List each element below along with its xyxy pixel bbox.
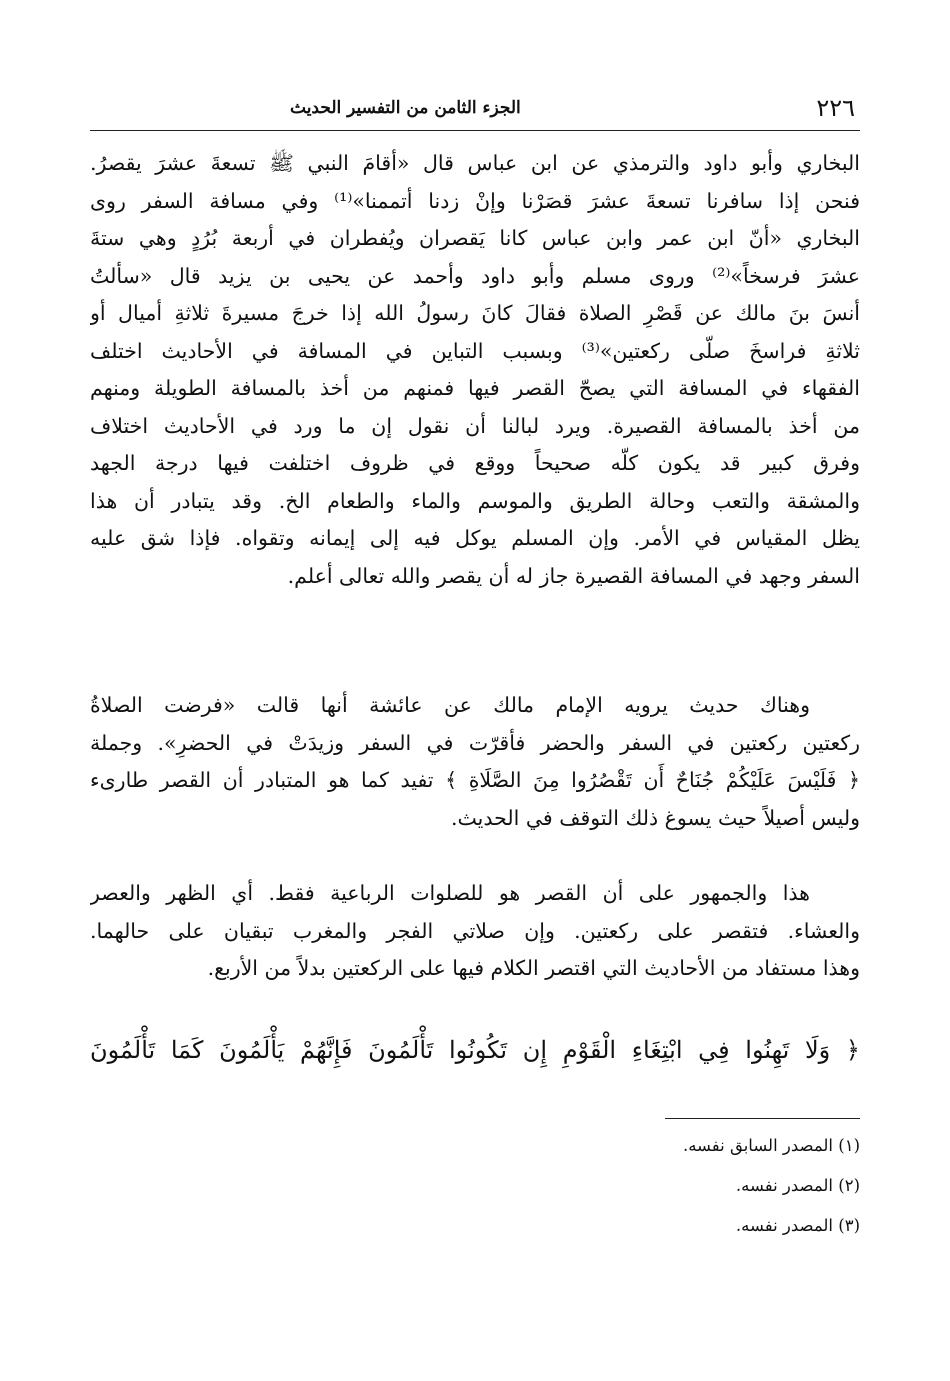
quran-verse: ﴿ وَلَا تَهِنُوا فِي ابْتِغَاءِ الْقَوْمِ إِن تَكُونُوا تَأْلَمُونَ فَإِنَّهُمْ يَأْلَمُونَ كَمَا تَأْلَمُونَ	[90, 1036, 860, 1064]
footnote-rule	[665, 1118, 860, 1119]
text-line: أنسَ بنَ مالك عن قَصْرِ الصلاة فقالَ كانَ رسولُ الله إذا خرجَ مسيرةَ ثلاثةِ أميال أو	[90, 301, 860, 325]
footnotes	[460, 1126, 860, 1246]
paragraph	[90, 145, 860, 595]
text-line: يظل المقياس في الأمر. وإن المسلم يوكل فيه إلى إيمانه وتقواه. فإذا شق عليه	[90, 526, 860, 550]
text-line: البخاري «أنّ ابن عمر وابن عباس كانا يَقصران ويُفطران في أربعة بُرُدٍ وهي ستةَ	[90, 226, 860, 250]
text-line: وليس أصيلاً حيث يسوغ ذلك التوقف في الحديث.	[451, 805, 860, 830]
page-number: ٢٢٦	[816, 94, 855, 122]
text-line: ركعتين ركعتين في السفر والحضر فأقرّت في السفر وزيدَتْ في الحضرِ». وجملة	[90, 730, 860, 755]
text-line: والمشقة والتعب وحالة الطريق والموسم والماء والطعام الخ. وقد يتبادر أن هذا	[90, 488, 860, 513]
running-title: الجزء الثامن من التفسير الحديث	[290, 98, 521, 118]
text-line: عشرَ فرسخاً»⁽²⁾ وروى مسلم وأبو داود وأحمد عن يحيى بن يزيد قال «سألتُ	[90, 263, 860, 288]
text-line: السفر وجهد في المسافة القصيرة جاز له أن يقصر والله تعالى أعلم.	[287, 563, 860, 588]
text-line: هذا والجمهور على أن القصر هو للصلوات الرباعية فقط. أي الظهر والعصر	[90, 881, 810, 905]
header-rule	[90, 130, 860, 131]
text-line: وفرق كبير قد يكون كلّه صحيحاً ووقع في ظروف اختلفت فيها درجة الجهد	[90, 451, 860, 475]
footnote: (٣) المصدر نفسه.	[735, 1216, 860, 1235]
text-line: البخاري وأبو داود والترمذي عن ابن عباس قال «أقامَ النبي ﷺ تسعةَ عشرَ يقصرُ.	[90, 151, 860, 175]
text-line: وهناك حديث يرويه الإمام مالك عن عائشة أنها قالت «فرضت الصلاةُ	[90, 693, 810, 717]
text-line: والعشاء. فتقصر على ركعتين. وإن صلاتي الفجر والمغرب تبقيان على حالهما.	[90, 918, 860, 943]
text-line: فنحن إذا سافرنا تسعةَ عشرَ قصَرْنا وإنْ زدنا أتممنا»⁽¹⁾ وفي مسافة السفر روى	[90, 188, 860, 213]
footnote: (٢) المصدر نفسه.	[735, 1176, 860, 1195]
text-line: الفقهاء في المسافة التي يصحّ القصر فيها فمنهم من أخذ بالمسافة الطويلة ومنهم	[90, 376, 860, 400]
footnote: (١) المصدر السابق نفسه.	[682, 1136, 860, 1155]
text-line: من أخذ بالمسافة القصيرة. ويرد لبالنا أن نقول إن ما ورد في الأحاديث اختلاف	[90, 413, 860, 438]
text-line: ثلاثةِ فراسخَ صلّى ركعتين»⁽³⁾ وبسبب التباين في المسافة في الأحاديث اختلف	[90, 338, 860, 363]
page-header	[90, 90, 860, 128]
text-line: وهذا مستفاد من الأحاديث التي اقتصر الكلام فيها على الركعتين بدلاً من الأربع.	[207, 956, 860, 980]
text-line: ﴿ فَلَيْسَ عَلَيْكُمْ جُنَاحٌ أَن تَقْصُرُوا مِنَ الصَّلَاةِ ﴾ تفيد كما هو المتبادر أن القصر طارىء	[90, 768, 860, 792]
paragraph	[90, 687, 860, 837]
paragraph	[90, 875, 860, 988]
